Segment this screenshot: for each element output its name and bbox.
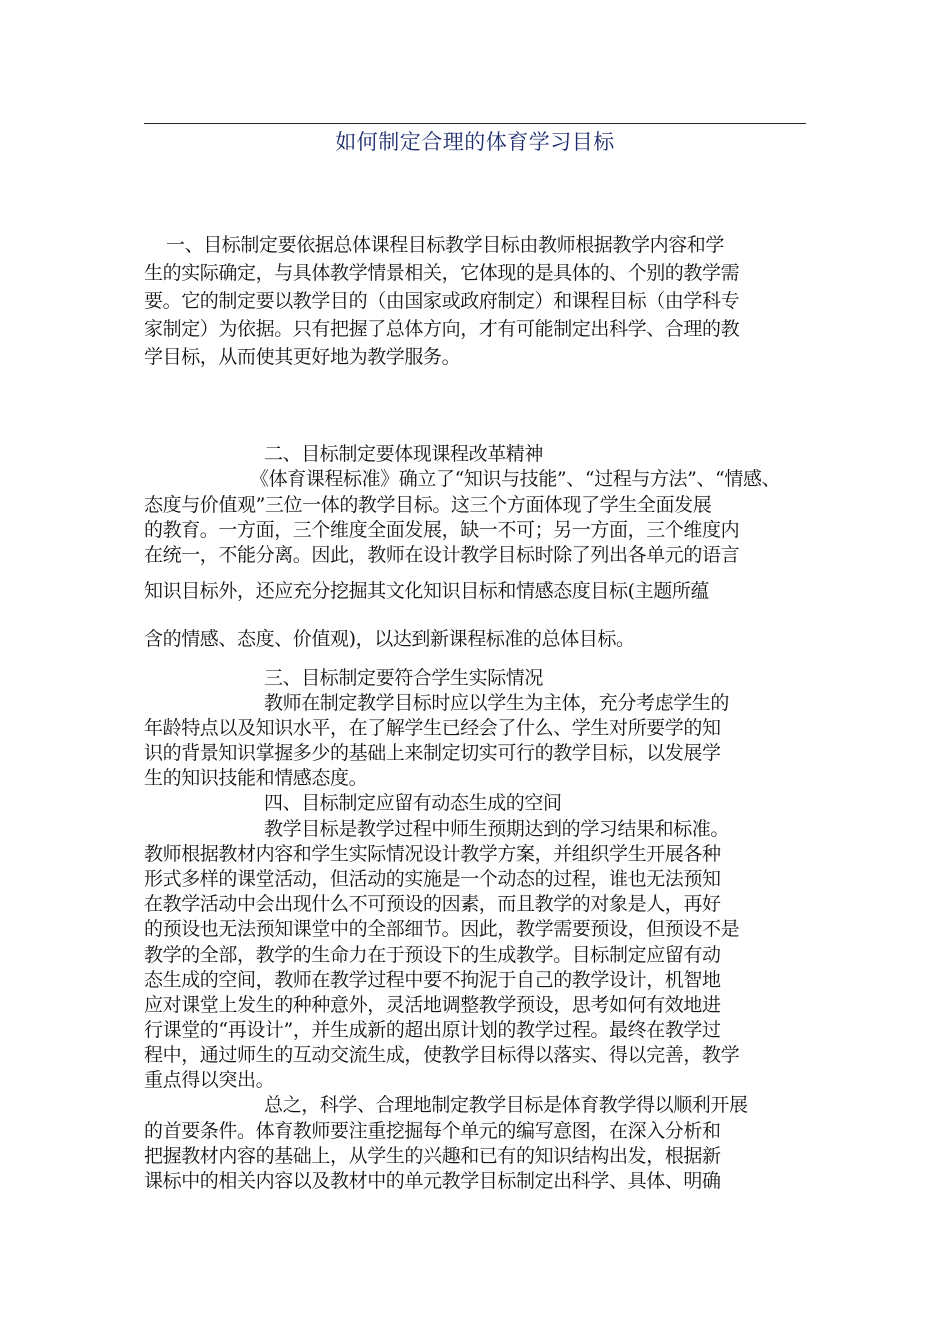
paragraph-line: 形式多样的课堂活动，但活动的实施是一个动态的过程，谁也无法预知 [144,868,721,890]
paragraph-line: 生的实际确定，与具体教学情景相关，它体现的是具体的、个别的教学需 [144,262,740,284]
paragraph-line: 学目标，从而使其更好地为教学服务。 [144,346,461,368]
paragraph-line: 教师在制定教学目标时应以学生为主体，充分考虑学生的 [264,692,730,714]
paragraph-line: 课标中的相关内容以及教材中的单元教学目标制定出科学、具体、明确 [144,1170,721,1192]
paragraph-line: 总之，科学、合理地制定教学目标是体育教学得以顺利开展 [264,1094,748,1116]
page-title: 如何制定合理的体育学习目标 [335,130,615,154]
paragraph-line: 教学的全部，教学的生命力在于预设下的生成教学。目标制定应留有动 [144,944,721,966]
paragraph-line: 的预设也无法预知课堂中的全部细节。因此，教学需要预设，但预设不是 [144,918,740,940]
paragraph-line: 要。它的制定要以教学目的（由国家或政府制定）和课程目标（由学科专 [144,290,740,312]
paragraph-line: 一、目标制定要依据总体课程目标教学目标由教师根据教学内容和学 [166,234,725,256]
paragraph-line: 识的背景知识掌握多少的基础上来制定切实可行的教学目标，以发展学 [144,742,721,764]
section-heading: 三、目标制定要符合学生实际情况 [264,667,544,689]
paragraph-line: 应对课堂上发生的种种意外，灵活地调整教学预设，思考如何有效地进 [144,994,721,1016]
paragraph-line: 程中，通过师生的互动交流生成，使教学目标得以落实、得以完善，教学 [144,1044,740,1066]
section-heading: 四、目标制定应留有动态生成的空间 [264,792,562,814]
paragraph-line: 教学目标是教学过程中师生预期达到的学习结果和标准。 [264,818,730,840]
paragraph-line: 年龄特点以及知识水平，在了解学生已经会了什么、学生对所要学的知 [144,717,721,739]
paragraph-line: 家制定）为依据。只有把握了总体方向，才有可能制定出科学、合理的教 [144,318,740,340]
paragraph-line: 教师根据教材内容和学生实际情况设计教学方案，并组织学生开展各种 [144,843,721,865]
paragraph-line: 态生成的空间，教师在教学过程中要不拘泥于自己的教学设计，机智地 [144,969,721,991]
paragraph-line: 含的情感、态度、价值观)，以达到新课程标准的总体目标。 [144,628,635,650]
paragraph-line: 把握教材内容的基础上，从学生的兴趣和已有的知识结构出发，根据新 [144,1145,721,1167]
paragraph-line: 的教育。一方面，三个维度全面发展，缺一不可；另一方面，三个维度内 [144,519,740,541]
paragraph-line: 在教学活动中会出现什么不可预设的因素，而且教学的对象是人，再好 [144,893,721,915]
paragraph-line: 在统一，不能分离。因此，教师在设计教学目标时除了列出各单元的语言 [144,544,740,566]
paragraph-line: 《体育课程标准》确立了“知识与技能”、“过程与方法”、“情感、 [250,468,781,490]
paragraph-line: 行课堂的“再设计”，并生成新的超出原计划的教学过程。最终在教学过 [144,1019,721,1041]
header-rule [144,123,806,124]
section-heading: 二、目标制定要体现课程改革精神 [264,443,544,465]
paragraph-line: 重点得以突出。 [144,1069,275,1091]
paragraph-line: 态度与价值观”三位一体的教学目标。这三个方面体现了学生全面发展 [144,494,712,516]
paragraph-line: 生的知识技能和情感态度。 [144,767,368,789]
paragraph-line: 知识目标外，还应充分挖掘其文化知识目标和情感态度目标(主题所蕴 [144,580,710,602]
paragraph-line: 的首要条件。体育教师要注重挖掘每个单元的编写意图，在深入分析和 [144,1120,721,1142]
